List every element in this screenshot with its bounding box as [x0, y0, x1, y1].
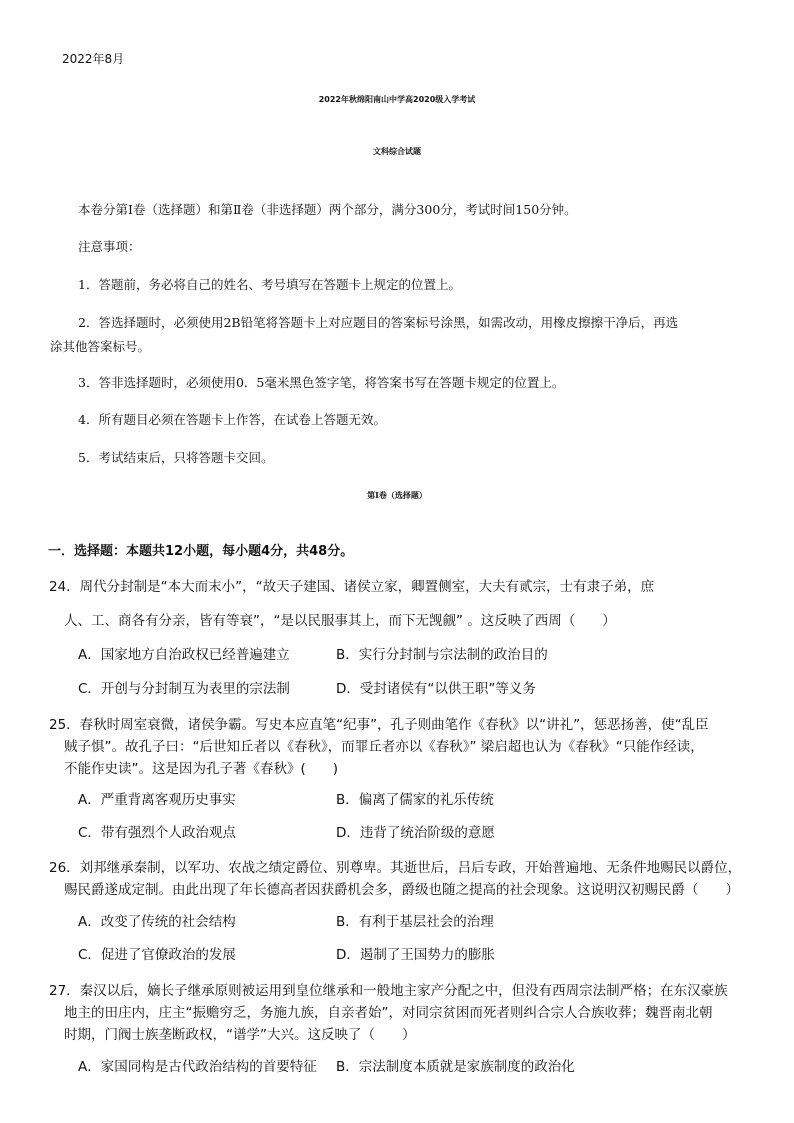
question-27-line-3: 时期，门阀士族垄断政权，“谱学”大兴。这反映了（ ）	[64, 1027, 416, 1043]
instruction-item: 1．答题前，务必将自己的姓名、考号填写在答题卡上规定的位置上。	[78, 277, 461, 292]
option-b: B．实行分封制与宗法制的政治目的	[336, 647, 548, 663]
option-b: B．宗法制度本质就是家族制度的政治化	[336, 1059, 575, 1075]
instruction-item: 3．答非选择题时，必须使用0．5毫米黑色签字笔，将答案书写在答题卡规定的位置上。	[78, 375, 565, 390]
question-25-line-1: 25．春秋时周室衰微，诸侯争霸。写史本应直笔“纪事”，孔子则曲笔作《春秋》以“讲礼”，惩恶扬善，使“乱臣	[49, 717, 709, 733]
question-25-line-2: 贼子惧”。故孔子曰：“后世知丘者以《春秋》，而罪丘者亦以《春秋》” 梁启超也认为《春秋》“只能作经读，	[64, 739, 704, 755]
question-26-line-1: 26．刘邦继承秦制，以军功、农战之绩定爵位、别尊卑。其逝世后，吕后专政，开始普遍地、无条件地赐民以爵位，	[49, 860, 742, 876]
option-c: C．促进了官僚政治的发展	[78, 947, 236, 963]
option-c: C．带有强烈个人政治观点	[78, 825, 236, 841]
question-27-line-2: 地主的田庄内，庄主“振赡穷乏，务施九族，自亲者始”，对同宗贫困而死者则纠合宗人合族收葬；魏晋南北朝	[64, 1005, 713, 1021]
question-26-line-2: 赐民爵遂成定制。由此出现了年长德高者因获爵机会多，爵级也随之提高的社会现象。这说明汉初赐民爵（ ）	[64, 882, 739, 898]
instructions-heading: 注意事项：	[78, 239, 141, 254]
option-d: D．遏制了王国势力的膨胀	[336, 947, 495, 963]
option-a: A．家国同构是古代政治结构的首要特征	[78, 1059, 317, 1075]
question-25-line-3: 不能作史读”。这是因为孔子著《春秋》( )	[64, 761, 339, 777]
question-27-line-1: 27．秦汉以后，嫡长子继承原则被运用到皇位继承和一般地主家产分配之中，但没有西周宗法制严格；在东汉豪族	[49, 983, 728, 999]
instruction-item: 4．所有题目必须在答题卡上作答，在试卷上答题无效。	[78, 412, 386, 427]
option-c: C．开创与分封制互为表里的宗法制	[78, 681, 290, 697]
option-b: B．偏离了儒家的礼乐传统	[336, 792, 494, 808]
exam-subtitle: 文科综合试题	[373, 147, 421, 156]
part-title: 一．选择题：本题共12小题，每小题4分，共48分。	[48, 544, 354, 559]
option-b: B．有利于基层社会的治理	[336, 914, 494, 930]
instruction-item-continued: 涂其他答案标号。	[50, 339, 151, 354]
instruction-item: 5．考试结束后，只将答题卡交回。	[78, 450, 274, 465]
question-24-line-1: 24．周代分封制是“本大而末小”，“故天子建国、诸侯立家，卿置侧室，大夫有贰宗，士有隶子弟，庶	[49, 579, 655, 595]
section-title: 第Ⅰ卷（选择题）	[367, 490, 427, 500]
option-a: A．国家地方自治政权已经普遍建立	[78, 647, 290, 663]
option-a: A．改变了传统的社会结构	[78, 914, 236, 930]
instructions-intro: 本卷分第Ⅰ卷（选择题）和第Ⅱ卷（非选择题）两个部分，满分300分，考试时间150分钟。	[78, 202, 577, 217]
question-24-line-2: 人、工、商各有分亲，皆有等衰”，“是以民服事其上，而下无觊觎” 。这反映了西周（ ）	[64, 613, 616, 629]
exam-title: 2022年秋绵阳南山中学高2020级入学考试	[318, 95, 476, 104]
option-d: D．违背了统治阶级的意愿	[336, 825, 495, 841]
instruction-item: 2．答选择题时，必须使用2B铅笔将答题卡上对应题目的答案标号涂黑，如需改动，用橡皮擦擦干净后，再选	[78, 315, 679, 330]
exam-date: 2022年8月	[62, 52, 125, 66]
option-d: D．受封诸侯有“以供王职”等义务	[336, 681, 536, 697]
option-a: A．严重背离客观历史事实	[78, 792, 236, 808]
